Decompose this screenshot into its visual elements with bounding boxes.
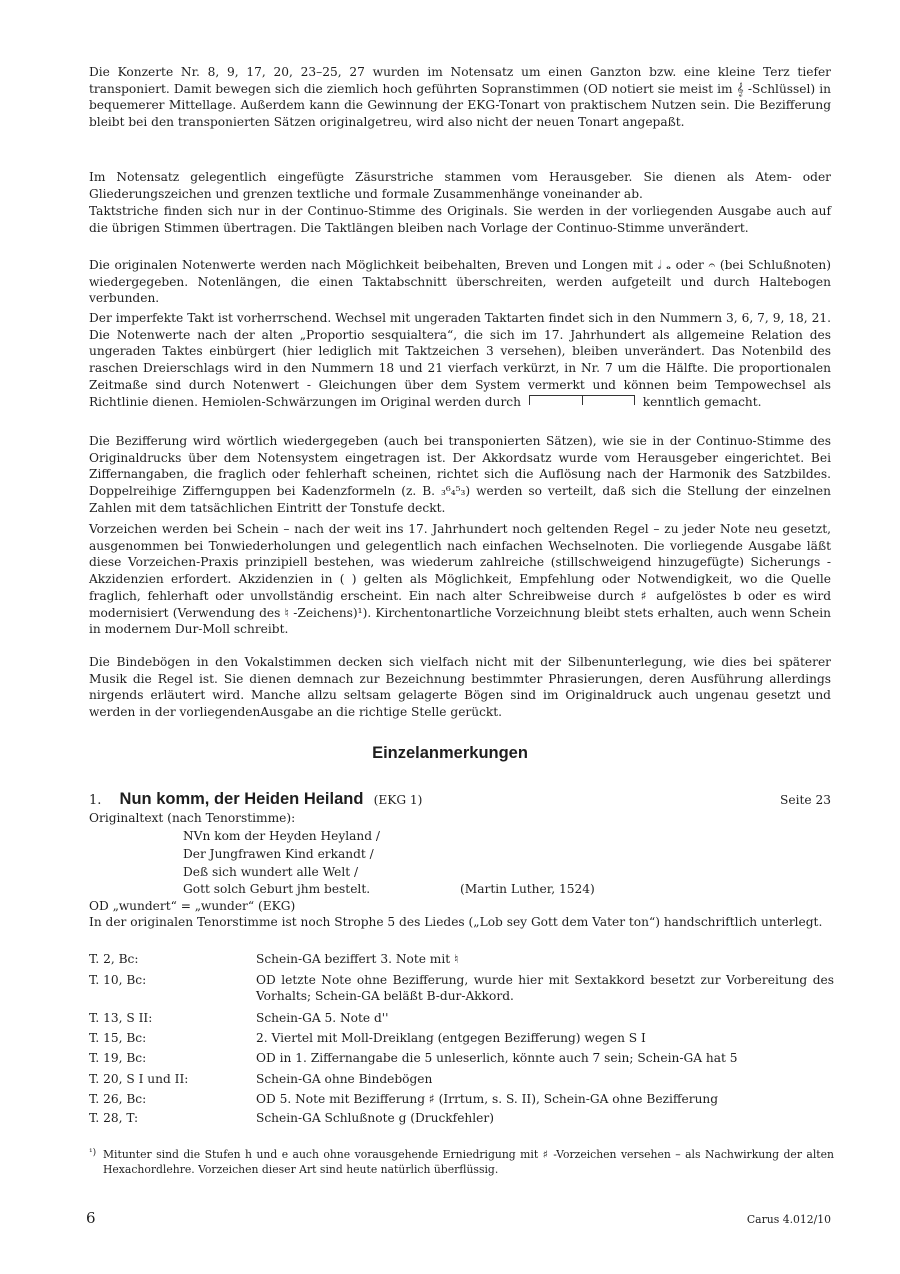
note-label: T. 26, Bc: (89, 1092, 147, 1106)
note-label: T. 19, Bc: (89, 1051, 147, 1065)
note-label: T. 10, Bc: (89, 973, 147, 987)
paragraph-meter (89, 310, 831, 410)
paragraph-transposition: Die Konzerte Nr. 8, 9, 17, 20, 23–25, 27 wurden im Notensatz um einen Ganzton bzw. eine kleine Terz tiefer transponiert. Damit bewegen sich die ziemlich hoch geführten Sopranstimmen (OD notiert sie meist im 𝄞 -Schlüssel) in bequemerer Mittellage. Außerdem kann die Gewinnung der EKG-Tonart von praktischem Nutzen sein. Die Bezifferung bleibt bei den transponierten Sätzen originalgetreu, wird also nicht der neuen Tonart angepaßt. (89, 65, 831, 130)
note-label: T. 13, S II: (89, 1011, 153, 1025)
section-heading: Einzelanmerkungen (372, 744, 528, 762)
paragraph-caesura: Im Notensatz gelegentlich eingefügte Zäsurstriche stammen vom Herausgeber. Sie dienen als Atem- oder Gliederungszeichen und grenzen textliche und formale Zusammenhänge voneinander ab. (89, 170, 831, 201)
tenor-note: In der originalen Tenorstimme ist noch Strophe 5 des Liedes („Lob sey Gott dem Vater ton“) handschriftlich unterlegt. (89, 915, 823, 929)
footnote-mark: ¹) (89, 1148, 97, 1158)
page-number: 6 (86, 1209, 96, 1227)
publisher-imprint: Carus 4.012/10 (746, 1213, 831, 1226)
note-label: T. 20, S I und II: (89, 1072, 189, 1086)
note-text: OD letzte Note ohne Bezifferung, wurde hier mit Sextakkord besetzt zur Vorbereitung des Vorhalts; Schein-GA beläßt B-dur-Akkord. (256, 973, 834, 1003)
note-text: Schein-GA beziffert 3. Note mit ♮ (256, 952, 459, 966)
footnote-text: Mitunter sind die Stufen h und e auch ohne vorausgehende Erniedrigung mit ♯ -Vorzeichen versehen – als Nachwirkung der alten Hexachordlehre. Vorzeichen dieser Art sind heute natürlich überflüssig. (103, 1148, 834, 1176)
paragraph-note-values: Die originalen Notenwerte werden nach Möglichkeit beibehalten, Breven und Longen mit 𝅗𝅥 𝅝 oder 𝄐 (bei Schlußnoten) wiedergegeben. Notenlängen, die einen Taktabschnitt überschreiten, werden aufgeteilt und durch Haltebogen verbunden. (89, 258, 831, 306)
verse-line-1: NVn kom der Heyden Heyland / (183, 829, 381, 843)
note-text: OD in 1. Ziffernangabe die 5 unleserlich, könnte auch 7 sein; Schein-GA hat 5 (256, 1051, 738, 1065)
song-number: 1. (89, 793, 102, 808)
song-title: Nun komm, der Heiden Heiland (119, 790, 364, 808)
paragraph-meter-end: kenntlich gemacht. (642, 394, 762, 409)
footnote (89, 1148, 834, 1177)
verse-line-4: Gott solch Geburt jhm bestelt. (183, 882, 371, 896)
verse-author: (Martin Luther, 1524) (460, 882, 595, 896)
paragraph-barlines: Taktstriche finden sich nur in der Continuo-Stimme des Originals. Sie werden in der vorliegenden Ausgabe auch auf die übrigen Stimmen übertragen. Die Taktlängen bleiben nach Vorlage der Continuo-Stimme unverändert. (89, 204, 831, 235)
song-page-ref: Seite 23 (780, 793, 831, 807)
note-label: T. 28, T: (89, 1111, 139, 1125)
paragraph-slurs: Die Bindebögen in den Vokalstimmen decken sich vielfach nicht mit der Silbenunterlegung, wie dies bei späterer Musik die Regel ist. Sie dienen demnach zur Bezeichnung bestimmter Phrasierungen, deren Ausführung allerdings nirgends erläutert wird. Manche allzu seltsam gelagerte Bögen sind im Originaldruck auch ungenau gesetzt und werden in der vorliegendenAusgabe an die richtige Stelle gerückt. (89, 655, 831, 720)
song-ekg-ref: (EKG 1) (373, 793, 423, 807)
paragraph-meter-text: Der imperfekte Takt ist vorherrschend. Wechsel mit ungeraden Taktarten findet sich in den Nummern 3, 6, 7, 9, 18, 21. Die Notenwerte nach der alten „Proportio sesquialtera“, die sich im 17. Jahrhundert als allgemeine Relation des ungeraden Taktes einbürgert (hier lediglich mit Taktzeichen 3 versehen), bleiben unverändert. Das Notenbild des raschen Dreierschlags wird in den Nummern 18 und 21 vierfach verkürzt, in Nr. 7 um die Hälfte. Die proportionalen Zeitmaße sind durch Notenwert - Gleichungen über dem System vermerkt und können beim Tempowechsel als Richtlinie dienen. Hemiolen-Schwärzungen im Original werden durch (89, 311, 831, 409)
note-label: T. 15, Bc: (89, 1031, 147, 1045)
note-text: 2. Viertel mit Moll-Dreiklang (entgegen Bezifferung) wegen S I (256, 1031, 646, 1045)
od-note: OD „wundert“ = „wunder“ (EKG) (89, 899, 296, 913)
verse-line-2: Der Jungfrawen Kind erkandt / (183, 847, 374, 861)
original-text-label: Originaltext (nach Tenorstimme): (89, 811, 296, 825)
note-text: OD 5. Note mit Bezifferung ♯ (Irrtum, s. S. II), Schein-GA ohne Bezifferung (256, 1092, 719, 1106)
hemiola-bracket-icon (529, 395, 635, 405)
paragraph-accidentals: Vorzeichen werden bei Schein – nach der weit ins 17. Jahrhundert noch geltenden Regel – zu jeder Note neu gesetzt, ausgenommen bei Tonwiederholungen und gelegentlich nach einfachen Wechselnoten. Die vorliegende Ausgabe läßt diese Vorzeichen-Praxis prinzipiell bestehen, was wiederum zahlreiche (stillschweigend hinzugefügte) Sicherungs - Akzidenzien erfordert. Akzidenzien in ( ) gelten als Möglichkeit, Empfehlung oder Notwendigkeit, wo die Quelle fraglich, fehlerhaft oder unvollständig erscheint. Ein nach alter Schreibweise durch ♯ aufgelöstes b oder es wird modernisiert (Verwendung des ♮ -Zeichens)¹). Kirchentonartliche Vorzeichnung bleibt stets erhalten, auch wenn Schein in modernem Dur-Moll schreibt. (89, 522, 831, 637)
note-text: Schein-GA Schlußnote g (Druckfehler) (256, 1111, 494, 1125)
verse-line-3: Deß sich wundert alle Welt / (183, 865, 359, 879)
note-text: Schein-GA 5. Note d'' (256, 1011, 389, 1025)
song-title-line (89, 790, 422, 809)
paragraph-figured-bass: Die Bezifferung wird wörtlich wiedergegeben (auch bei transponierten Sätzen), wie sie in der Continuo-Stimme des Originaldrucks über dem Notensystem eingetragen ist. Der Akkordsatz wurde vom Herausgeber eingerichtet. Bei Ziffernangaben, die fraglich oder fehlerhaft scheinen, richtet sich die Auflösung nach der Harmonik des Satzbildes. Doppelreihige Ziffernguppen bei Kadenzformeln (z. B. ₃⁶₄⁵₃) werden so verteilt, daß sich die Stellung der einzelnen Zahlen mit dem tatsächlichen Eintritt der Tonstufe deckt. (89, 434, 831, 515)
note-text: Schein-GA ohne Bindebögen (256, 1072, 433, 1086)
note-label: T. 2, Bc: (89, 952, 139, 966)
